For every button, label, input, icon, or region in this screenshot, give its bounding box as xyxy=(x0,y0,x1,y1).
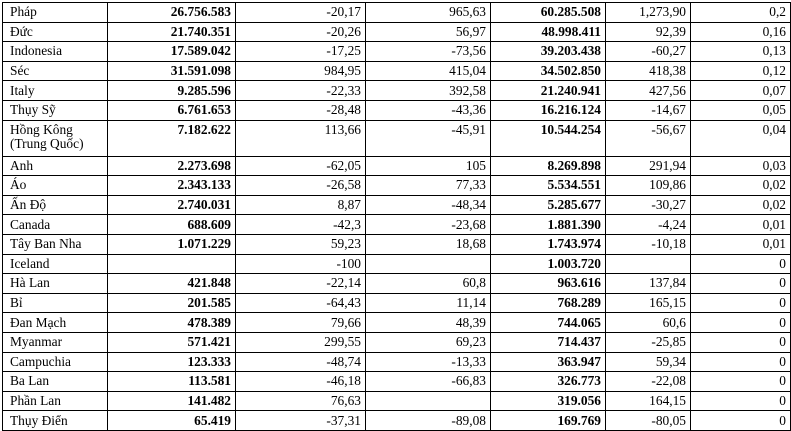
value-cell-2: 768.289 xyxy=(491,293,606,313)
country-cell: Thụy Điển xyxy=(3,411,108,431)
change-cell-3: 92,39 xyxy=(606,22,691,42)
share-cell: 0,13 xyxy=(691,42,791,62)
change-cell-1: 8,87 xyxy=(236,195,366,215)
change-cell-3: -10,18 xyxy=(606,234,691,254)
country-cell: Đức xyxy=(3,22,108,42)
country-cell: Bỉ xyxy=(3,293,108,313)
share-cell: 0 xyxy=(691,293,791,313)
change-cell-3: -4,24 xyxy=(606,215,691,235)
value-cell-2: 1.881.390 xyxy=(491,215,606,235)
share-cell: 0,12 xyxy=(691,61,791,81)
value-cell-1: 141.482 xyxy=(108,391,236,411)
change-cell-2: -23,68 xyxy=(366,215,491,235)
country-cell: Iceland xyxy=(3,254,108,274)
change-cell-3: 165,15 xyxy=(606,293,691,313)
table-row xyxy=(3,372,791,392)
value-cell-1: 21.740.351 xyxy=(108,22,236,42)
table-row xyxy=(3,176,791,196)
table-row xyxy=(3,195,791,215)
change-cell-3: 60,6 xyxy=(606,313,691,333)
change-cell-3: 109,86 xyxy=(606,176,691,196)
table-row xyxy=(3,352,791,372)
value-cell-2: 5.285.677 xyxy=(491,195,606,215)
value-cell-2: 5.534.551 xyxy=(491,176,606,196)
change-cell-2: 77,33 xyxy=(366,176,491,196)
change-cell-1: -22,14 xyxy=(236,274,366,294)
change-cell-1: -20,26 xyxy=(236,22,366,42)
country-cell: Ấn Độ xyxy=(3,195,108,215)
change-cell-3: -30,27 xyxy=(606,195,691,215)
country-cell: Séc xyxy=(3,61,108,81)
value-cell-2: 1.743.974 xyxy=(491,234,606,254)
value-cell-1: 1.071.229 xyxy=(108,234,236,254)
share-cell: 0,07 xyxy=(691,81,791,101)
country-cell: Anh xyxy=(3,156,108,176)
table-row xyxy=(3,293,791,313)
country-cell: Indonesia xyxy=(3,42,108,62)
share-cell: 0,05 xyxy=(691,100,791,120)
share-cell: 0 xyxy=(691,411,791,431)
table-row xyxy=(3,234,791,254)
value-cell-2: 363.947 xyxy=(491,352,606,372)
value-cell-1: 2.273.698 xyxy=(108,156,236,176)
change-cell-1: 76,63 xyxy=(236,391,366,411)
table-row xyxy=(3,215,791,235)
table-row xyxy=(3,313,791,333)
change-cell-2: -73,56 xyxy=(366,42,491,62)
share-cell: 0,03 xyxy=(691,156,791,176)
change-cell-3: 137,84 xyxy=(606,274,691,294)
value-cell-1: 26.756.583 xyxy=(108,3,236,23)
value-cell-1: 478.389 xyxy=(108,313,236,333)
value-cell-1: 123.333 xyxy=(108,352,236,372)
change-cell-3: 427,56 xyxy=(606,81,691,101)
change-cell-3: 59,34 xyxy=(606,352,691,372)
share-cell: 0,02 xyxy=(691,195,791,215)
change-cell-1: -17,25 xyxy=(236,42,366,62)
value-cell-2: 714.437 xyxy=(491,332,606,352)
change-cell-3: -22,08 xyxy=(606,372,691,392)
change-cell-2: -43,36 xyxy=(366,100,491,120)
change-cell-1: 113,66 xyxy=(236,120,366,156)
value-cell-2: 10.544.254 xyxy=(491,120,606,156)
change-cell-1: -22,33 xyxy=(236,81,366,101)
country-cell: Đan Mạch xyxy=(3,313,108,333)
table-body xyxy=(3,3,791,431)
value-cell-2: 60.285.508 xyxy=(491,3,606,23)
change-cell-2 xyxy=(366,254,491,274)
value-cell-2: 744.065 xyxy=(491,313,606,333)
change-cell-2: 56,97 xyxy=(366,22,491,42)
value-cell-1: 65.419 xyxy=(108,411,236,431)
change-cell-2: -13,33 xyxy=(366,352,491,372)
value-cell-1: 6.761.653 xyxy=(108,100,236,120)
change-cell-2: 392,58 xyxy=(366,81,491,101)
change-cell-2: 965,63 xyxy=(366,3,491,23)
change-cell-3: -60,27 xyxy=(606,42,691,62)
value-cell-2: 39.203.438 xyxy=(491,42,606,62)
country-cell: Thụy Sỹ xyxy=(3,100,108,120)
change-cell-3: 291,94 xyxy=(606,156,691,176)
table-row xyxy=(3,42,791,62)
value-cell-2: 48.998.411 xyxy=(491,22,606,42)
table-row xyxy=(3,332,791,352)
value-cell-2: 1.003.720 xyxy=(491,254,606,274)
share-cell: 0 xyxy=(691,274,791,294)
country-cell: Ba Lan xyxy=(3,372,108,392)
change-cell-2: -45,91 xyxy=(366,120,491,156)
country-cell: Canada xyxy=(3,215,108,235)
value-cell-1: 113.581 xyxy=(108,372,236,392)
country-cell: Phần Lan xyxy=(3,391,108,411)
export-data-table xyxy=(2,2,791,431)
change-cell-2: 48,39 xyxy=(366,313,491,333)
change-cell-1: -62,05 xyxy=(236,156,366,176)
change-cell-2 xyxy=(366,391,491,411)
country-cell: Hồng Kông (Trung Quốc) xyxy=(3,120,108,156)
table-row xyxy=(3,22,791,42)
table-row xyxy=(3,254,791,274)
change-cell-3: -56,67 xyxy=(606,120,691,156)
change-cell-3: -25,85 xyxy=(606,332,691,352)
value-cell-2: 963.616 xyxy=(491,274,606,294)
change-cell-1: -37,31 xyxy=(236,411,366,431)
change-cell-2: 11,14 xyxy=(366,293,491,313)
value-cell-1: 571.421 xyxy=(108,332,236,352)
change-cell-1: -20,17 xyxy=(236,3,366,23)
share-cell: 0 xyxy=(691,254,791,274)
share-cell: 0,01 xyxy=(691,215,791,235)
value-cell-2: 326.773 xyxy=(491,372,606,392)
share-cell: 0 xyxy=(691,313,791,333)
value-cell-1: 31.591.098 xyxy=(108,61,236,81)
value-cell-2: 34.502.850 xyxy=(491,61,606,81)
change-cell-2: 18,68 xyxy=(366,234,491,254)
change-cell-2: 69,23 xyxy=(366,332,491,352)
change-cell-1: -48,74 xyxy=(236,352,366,372)
change-cell-1: -28,48 xyxy=(236,100,366,120)
change-cell-3 xyxy=(606,254,691,274)
table-row xyxy=(3,100,791,120)
country-cell: Hà Lan xyxy=(3,274,108,294)
change-cell-1: -26,58 xyxy=(236,176,366,196)
share-cell: 0,01 xyxy=(691,234,791,254)
share-cell: 0 xyxy=(691,352,791,372)
value-cell-2: 8.269.898 xyxy=(491,156,606,176)
share-cell: 0,04 xyxy=(691,120,791,156)
country-cell: Pháp xyxy=(3,3,108,23)
country-cell: Myanmar xyxy=(3,332,108,352)
change-cell-2: 105 xyxy=(366,156,491,176)
change-cell-1: 59,23 xyxy=(236,234,366,254)
country-cell: Italy xyxy=(3,81,108,101)
value-cell-2: 319.056 xyxy=(491,391,606,411)
change-cell-3: -14,67 xyxy=(606,100,691,120)
change-cell-2: -89,08 xyxy=(366,411,491,431)
share-cell: 0,02 xyxy=(691,176,791,196)
value-cell-1: 2.343.133 xyxy=(108,176,236,196)
change-cell-1: -100 xyxy=(236,254,366,274)
value-cell-2: 21.240.941 xyxy=(491,81,606,101)
table-row xyxy=(3,81,791,101)
change-cell-3: 418,38 xyxy=(606,61,691,81)
value-cell-1: 9.285.596 xyxy=(108,81,236,101)
value-cell-1: 7.182.622 xyxy=(108,120,236,156)
table-row xyxy=(3,156,791,176)
country-cell: Tây Ban Nha xyxy=(3,234,108,254)
change-cell-3: -80,05 xyxy=(606,411,691,431)
change-cell-1: 299,55 xyxy=(236,332,366,352)
change-cell-1: 79,66 xyxy=(236,313,366,333)
change-cell-2: -48,34 xyxy=(366,195,491,215)
table-row xyxy=(3,411,791,431)
value-cell-1: 421.848 xyxy=(108,274,236,294)
country-cell: Campuchia xyxy=(3,352,108,372)
table-row xyxy=(3,61,791,81)
table-row xyxy=(3,391,791,411)
change-cell-1: -42,3 xyxy=(236,215,366,235)
share-cell: 0 xyxy=(691,372,791,392)
change-cell-1: -46,18 xyxy=(236,372,366,392)
table-row xyxy=(3,3,791,23)
table-row xyxy=(3,274,791,294)
value-cell-1 xyxy=(108,254,236,274)
change-cell-1: 984,95 xyxy=(236,61,366,81)
value-cell-1: 17.589.042 xyxy=(108,42,236,62)
value-cell-1: 2.740.031 xyxy=(108,195,236,215)
country-cell: Áo xyxy=(3,176,108,196)
value-cell-1: 688.609 xyxy=(108,215,236,235)
share-cell: 0,2 xyxy=(691,3,791,23)
value-cell-1: 201.585 xyxy=(108,293,236,313)
share-cell: 0 xyxy=(691,391,791,411)
change-cell-2: -66,83 xyxy=(366,372,491,392)
change-cell-1: -64,43 xyxy=(236,293,366,313)
share-cell: 0,16 xyxy=(691,22,791,42)
value-cell-2: 169.769 xyxy=(491,411,606,431)
share-cell: 0 xyxy=(691,332,791,352)
change-cell-2: 415,04 xyxy=(366,61,491,81)
change-cell-3: 164,15 xyxy=(606,391,691,411)
change-cell-2: 60,8 xyxy=(366,274,491,294)
table-row xyxy=(3,120,791,156)
change-cell-3: 1,273,90 xyxy=(606,3,691,23)
value-cell-2: 16.216.124 xyxy=(491,100,606,120)
